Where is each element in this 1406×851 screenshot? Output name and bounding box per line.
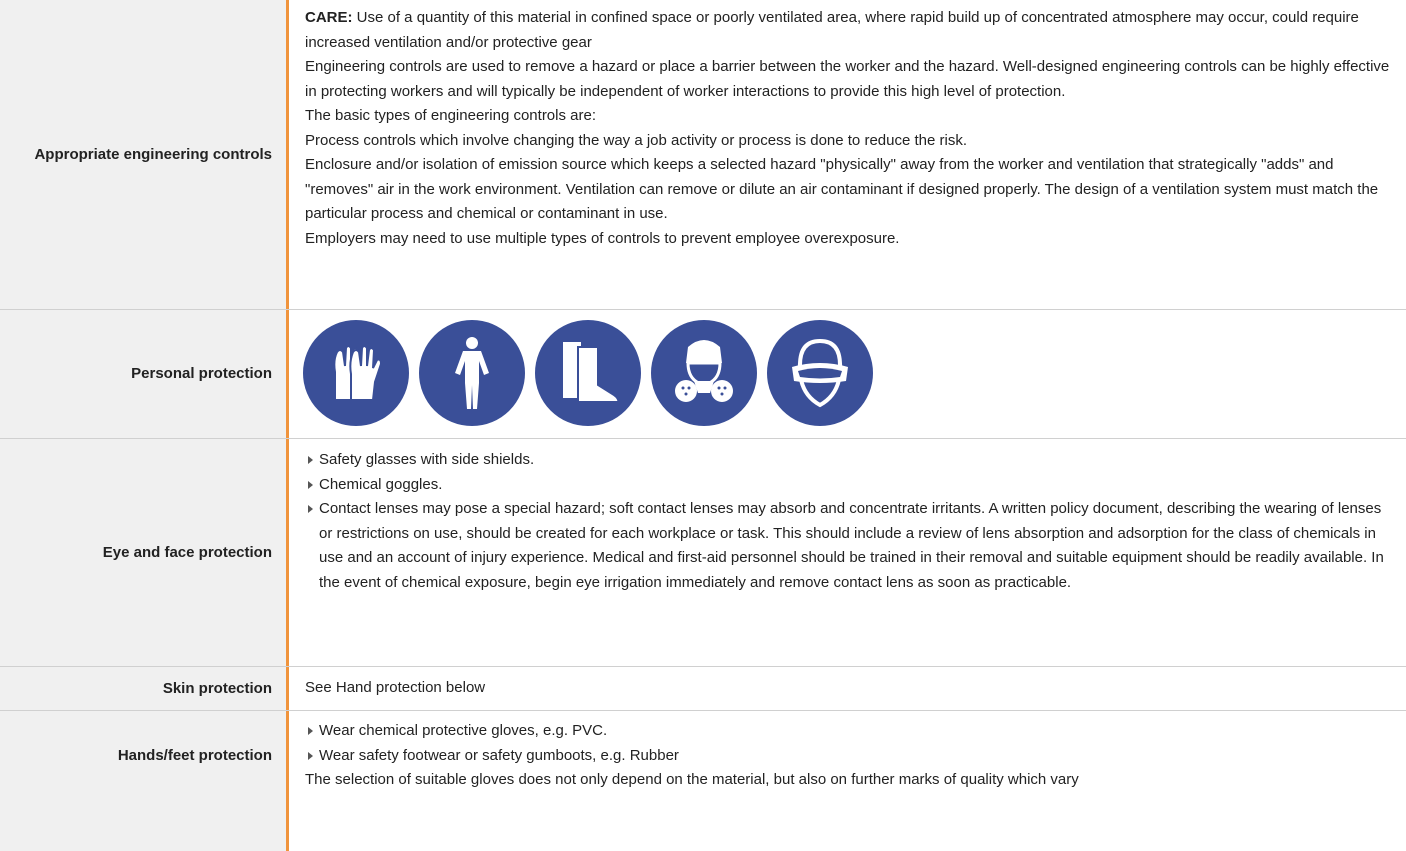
bullet-icon: [308, 505, 313, 513]
row-skin-protection: [0, 667, 1406, 711]
label-text: Skin protection: [162, 679, 272, 697]
engineering-paragraph: Engineering controls are used to remove a hazard or place a barrier between the worker and the hazard. Well-designed engineering controls can be highly effective in protecting workers and will typically be independent of worker interactions to provide this high level of protection.: [305, 58, 1390, 100]
engineering-paragraph: The basic types of engineering controls are:: [305, 107, 596, 124]
protective-suit-icon: [419, 320, 525, 426]
content-personal-protection: [286, 310, 1406, 438]
bullet-icon: [308, 752, 313, 760]
content-skin-protection: [286, 667, 1406, 710]
skin-protection-text: See Hand protection below: [305, 679, 486, 697]
list-item: [305, 744, 1396, 769]
care-text: Use of a quantity of this material in confined space or poorly ventilated area, where rapid build up of concentrated atmosphere may occur, could require increased ventilation and/or protective gear: [305, 9, 1359, 51]
hands-trailing-paragraph: The selection of suitable gloves does not only depend on the material, but also on further marks of quality which vary: [305, 771, 1079, 788]
engineering-paragraph: Enclosure and/or isolation of emission source which keeps a selected hazard "physically" away from the worker and ventilation that strategically "adds" and "removes" air in the work environment. Ventilation can remove or dilute an air contaminant if designed properly. The design of a ventilation system must match the particular process and chemical or contaminant in use.: [305, 156, 1379, 222]
list-item-text: Wear safety footwear or safety gumboots, e.g. Rubber: [319, 746, 679, 764]
list-item: [305, 448, 1396, 473]
label-personal-protection: [0, 310, 286, 438]
label-text: Eye and face protection: [102, 543, 272, 561]
label-hands-feet-protection: [0, 711, 286, 851]
care-paragraph: [305, 6, 1396, 55]
engineering-paragraph: Process controls which involve changing the way a job activity or process is done to reduce the risk.: [305, 131, 967, 149]
list-item-text: Chemical goggles.: [319, 475, 443, 493]
list-item: [305, 473, 1396, 498]
engineering-paragraph: Employers may need to use multiple types of controls to prevent employee overexposure.: [305, 229, 900, 247]
respirator-icon: [651, 320, 757, 426]
eye-bullet-list: [305, 448, 1396, 595]
list-item-text: Safety glasses with side shields.: [319, 451, 535, 468]
bullet-icon: [308, 456, 313, 464]
label-eye-face-protection: [0, 439, 286, 666]
safety-boots-icon: [535, 320, 641, 426]
bullet-icon: [308, 481, 313, 489]
label-text: Appropriate engineering controls: [34, 145, 272, 163]
content-eye-face-protection: [286, 439, 1406, 666]
label-skin-protection: [0, 667, 286, 710]
row-eye-face-protection: [0, 439, 1406, 667]
list-item: [305, 497, 1396, 595]
row-personal-protection: [0, 310, 1406, 439]
content-hands-feet-protection: [286, 711, 1406, 851]
gloves-icon: [303, 320, 409, 426]
label-text: Hands/feet protection: [117, 747, 272, 764]
row-hands-feet-protection: [0, 711, 1406, 851]
list-item: [305, 719, 1396, 744]
content-engineering-controls: [286, 0, 1406, 309]
list-item-text: Wear chemical protective gloves, e.g. PVC.: [319, 722, 608, 739]
safety-goggles-icon: [767, 320, 873, 426]
ppe-icon-list: [303, 310, 1396, 434]
label-engineering-controls: [0, 0, 286, 309]
list-item-text: Contact lenses may pose a special hazard; soft contact lenses may absorb and concentrate irritants. A written policy document, describing the wearing of lenses or restrictions on use, should be created for each workplace or task. This should include a review of lens absorption and adsorption for the class of chemicals in use and an account of injury experience. Medical and first-aid personnel should be trained in their removal and suitable equipment should be readily available. In the event of chemical exposure, begin eye irrigation immediately and remove contact lens as soon as practicable.: [319, 500, 1384, 591]
bullet-icon: [308, 727, 313, 735]
hands-bullet-list: [305, 719, 1396, 768]
row-engineering-controls: [0, 0, 1406, 310]
label-text: Personal protection: [131, 365, 272, 382]
care-label: CARE:: [305, 9, 353, 26]
